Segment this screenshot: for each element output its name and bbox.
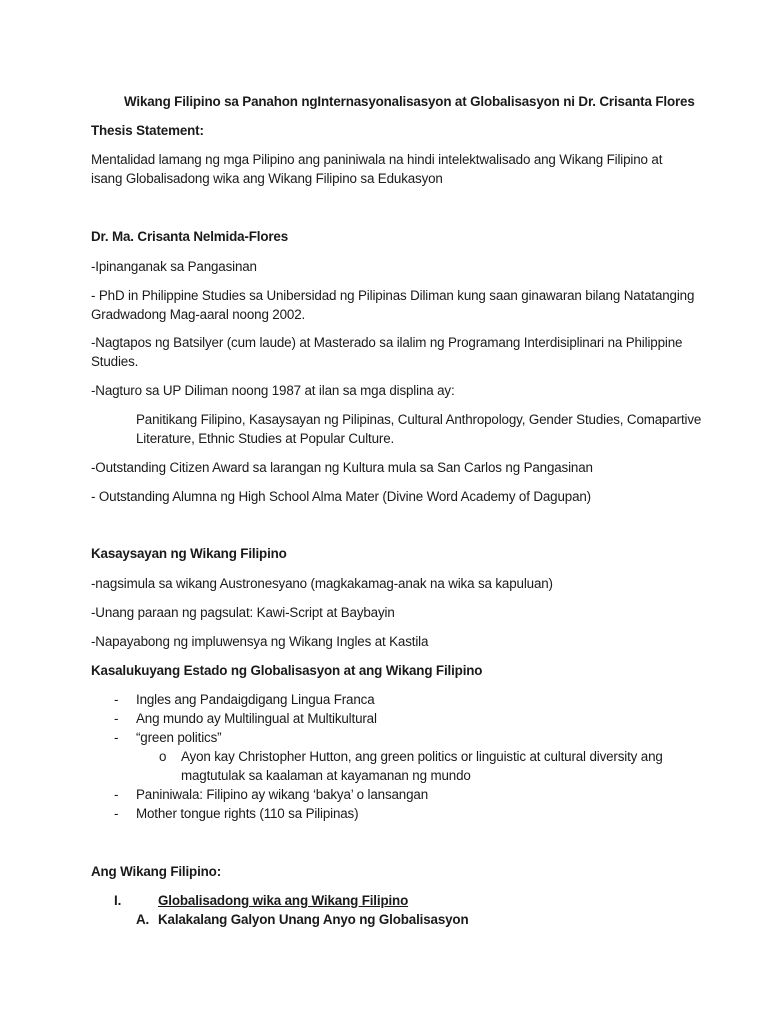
history-item-1: -nagsimula sa wikang Austronesyano (magkakamag-anak na wika sa kapuluan) [91,576,553,591]
bio-taught: -Nagturo sa UP Diliman noong 1987 at ilan sa mga displina ay: [91,383,455,398]
bio-award-1: -Outstanding Citizen Award sa larangan ng Kultura mula sa San Carlos ng Pangasinan [91,460,593,475]
status-item-3: “green politics” [136,730,222,745]
status-heading: Kasalukuyang Estado ng Globalisasyon at ang Wikang Filipino [91,663,483,678]
sub-bullet-circle: o [159,749,167,764]
bio-born: -Ipinanganak sa Pangasinan [91,259,257,274]
status-item-2: Ang mundo ay Multilingual at Multikultural [136,711,377,726]
status-item-4: Paniniwala: Filipino ay wikang ‘bakya’ o lansangan [136,787,428,802]
thesis-text-line-1: Mentalidad lamang ng mga Pilipino ang paniniwala na hindi intelektwalisado ang Wikang Filipino at [91,152,663,167]
thesis-text-line-2: isang Globalisadong wika ang Wikang Filipino sa Edukasyon [91,171,443,186]
bio-phd-line-1: - PhD in Philippine Studies sa Unibersidad ng Pilipinas Diliman kung saan ginawaran bilang Natatanging [91,288,695,303]
bio-grad-line-2: Studies. [91,354,139,369]
list-dash: - [114,711,119,726]
bio-disciplines-line-1: Panitikang Filipino, Kasaysayan ng Pilipinas, Cultural Anthropology, Gender Studies, Comapartive [136,412,702,427]
status-sub-item-line-1: Ayon kay Christopher Hutton, ang green politics or linguistic at cultural diversity ang [181,749,663,764]
outline-roman-marker: I. [114,893,122,908]
list-dash: - [114,806,119,821]
outline-roman-text: Globalisadong wika ang Wikang Filipino [158,893,409,908]
document-title: Wikang Filipino sa Panahon ngInternasyonalisasyon at Globalisasyon ni Dr. Crisanta Flores [124,94,695,109]
outline-alpha-text: Kalakalang Galyon Unang Anyo ng Globalisasyon [158,912,469,927]
status-sub-item-line-2: magtutulak sa kaalaman at kayamanan ng mundo [181,768,471,783]
outline-alpha-marker: A. [136,912,150,927]
history-item-2: -Unang paraan ng pagsulat: Kawi-Script at Baybayin [91,605,395,620]
bio-grad-line-1: -Nagtapos ng Batsilyer (cum laude) at Masterado sa ilalim ng Programang Interdisiplinari na Philippine [91,335,683,350]
bio-award-2: - Outstanding Alumna ng High School Alma Mater (Divine Word Academy of Dagupan) [91,489,591,504]
list-dash: - [114,692,119,707]
bio-phd-line-2: Gradwadong Mag-aaral noong 2002. [91,307,306,322]
outline-heading: Ang Wikang Filipino: [91,864,222,879]
list-dash: - [114,787,119,802]
history-heading: Kasaysayan ng Wikang Filipino [91,546,287,561]
status-item-5: Mother tongue rights (110 sa Pilipinas) [136,806,359,821]
thesis-heading: Thesis Statement: [91,123,204,138]
list-dash: - [114,730,119,745]
status-item-1: Ingles ang Pandaigdigang Lingua Franca [136,692,375,707]
bio-disciplines-line-2: Literature, Ethnic Studies at Popular Culture. [136,431,395,446]
bio-heading: Dr. Ma. Crisanta Nelmida-Flores [91,229,289,244]
history-item-3: -Napayabong ng impluwensya ng Wikang Ingles at Kastila [91,634,429,649]
